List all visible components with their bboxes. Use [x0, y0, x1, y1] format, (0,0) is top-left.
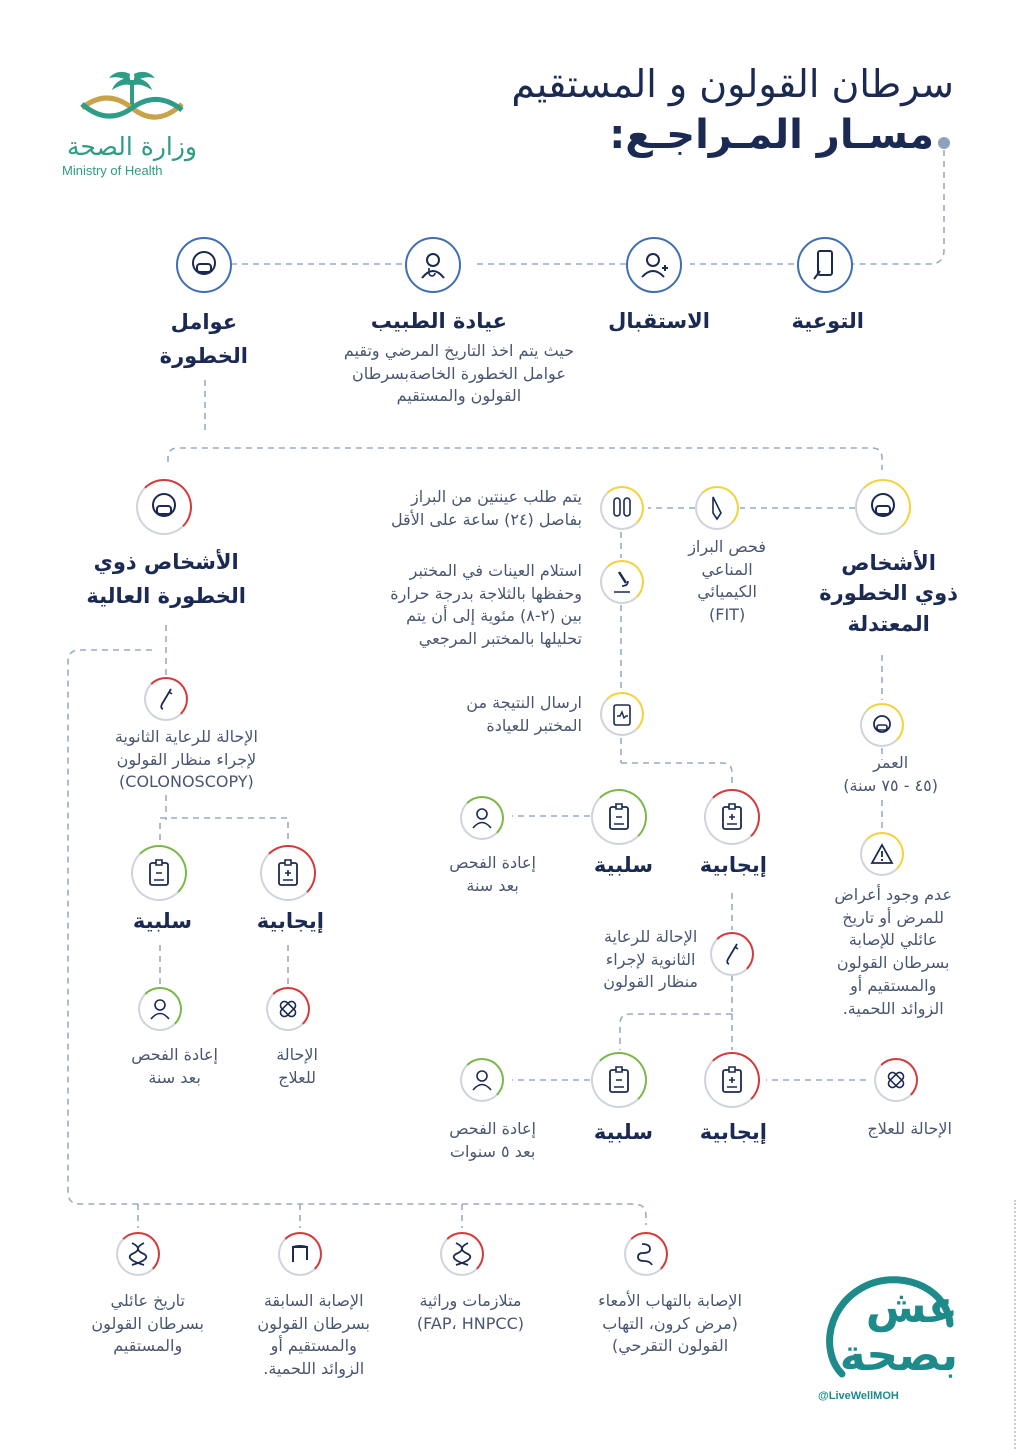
moderate-risk-title: الأشخاص ذوي الخطورة المعتدلة [819, 551, 958, 636]
doctor-icon [405, 237, 461, 293]
page-edge-dots [1014, 1200, 1016, 1449]
high-referral-text: الإحالة للرعاية الثانوية لإجراء منظار القولون (COLONOSCOPY) [114, 727, 258, 792]
patient-mask-icon [176, 237, 232, 293]
fit-repeat-text: إعادة الفحص بعد سنة [449, 853, 536, 895]
campaign-handle: @LiveWellMOH [818, 1390, 899, 1402]
microscope-icon [600, 560, 644, 604]
step-reception-title: الاستقبال [608, 309, 710, 333]
page-title: سرطان القولون و المستقيم [511, 62, 954, 106]
step-doctor-desc: حيث يتم اخذ التاريخ المرضي وتقيم عوامل الخطورة الخاصةبسرطان القولون والمستقيم [343, 341, 574, 406]
high-risk-person-icon [136, 479, 192, 535]
fit-negative-clipboard-icon [591, 789, 647, 845]
fit-positive-clipboard-icon [704, 789, 760, 845]
high-positive-label: إيجابية [256, 909, 324, 933]
high-treatment-bandage-icon [266, 987, 310, 1031]
colon-negative-label: سلبية [593, 1120, 653, 1144]
intestine-icon [624, 1232, 668, 1276]
moh-logo [62, 68, 202, 178]
fit-test-tube-icon [695, 486, 739, 530]
high-repeat-text: إعادة الفحص بعد سنة [131, 1045, 218, 1087]
high-risk-title: الأشخاص ذوي الخطورة العالية [86, 550, 246, 608]
colon-organ-icon [278, 1232, 322, 1276]
high-treatment-text: الإحالة للعلاج [276, 1045, 318, 1087]
fit-repeat-doctor-icon [460, 796, 504, 840]
fit-lab-text: استلام العينات في المختبر وحفظها بالثلاجة بدرجة حرارة بين (٢-٨) مئوية إلى أن يتم تحليلها بالمختبر المرجعي [390, 561, 582, 649]
fit-send-text: ارسال النتيجة من المختبر للعيادة [466, 693, 582, 735]
fit-referral-text: الإحالة للرعاية الثانوية لإجراء منظار القولون [603, 927, 698, 992]
risk-family-text: تاريخ عائلي بسرطان القولون والمستقيم [91, 1291, 204, 1356]
fit-samples-text: يتم طلب عينتين من البراز بفاصل (٢٤) ساعة على الأقل [390, 487, 582, 529]
colon-repeat-text: إعادة الفحص بعد ٥ سنوات [449, 1119, 536, 1161]
high-colonoscope-icon [144, 677, 188, 721]
high-negative-clipboard-icon [131, 845, 187, 901]
step-risk-factors-title: عوامل الخطورة [159, 310, 248, 368]
age-person-icon [860, 703, 904, 747]
high-negative-label: سلبية [132, 909, 192, 933]
reception-person-icon [626, 237, 682, 293]
clipboard-chart-icon [600, 692, 644, 736]
no-symptoms-label: عدم وجود أعراض للمرض أو تاريخ عائلي للإصابة بسرطان القولون والمستقيم أو الزوائد اللحمية. [834, 885, 952, 1018]
warning-icon [860, 832, 904, 876]
dna-icon [440, 1232, 484, 1276]
campaign-line2: بصحة [839, 1330, 958, 1381]
risk-previous-text: الإصابة السابقة بسرطان القولون والمستقيم أو الزوائد اللحمية. [257, 1291, 370, 1379]
logo-name-ar: وزارة الصحة [67, 132, 197, 161]
high-positive-clipboard-icon [260, 845, 316, 901]
awareness-phone-icon [797, 237, 853, 293]
page-subtitle: مسـار المـراجـع: [609, 112, 934, 158]
step-doctor-title: عيادة الطبيب [370, 309, 507, 333]
age-range-label: العمر (٤٥ - ٧٥ سنة) [843, 753, 938, 795]
logo-name-en: Ministry of Health [62, 163, 163, 178]
risk-genetic-text: متلازمات وراثية (FAP، HNPCC) [416, 1291, 524, 1333]
moderate-risk-person-icon [855, 479, 911, 535]
step-awareness-title: التوعية [791, 309, 864, 333]
colon-treatment-bandage-icon [874, 1058, 918, 1102]
colonoscope-icon [710, 932, 754, 976]
risk-ibd-text: الإصابة بالتهاب الأمعاء (مرض كرون، التهاب القولون التقرحي) [598, 1291, 742, 1356]
colon-repeat-doctor-icon [460, 1058, 504, 1102]
sample-tubes-icon [600, 486, 644, 530]
colon-negative-clipboard-icon [591, 1052, 647, 1108]
colon-positive-label: إيجابية [699, 1120, 767, 1144]
live-well-campaign-logo [812, 1262, 962, 1412]
campaign-line1: عش [865, 1282, 958, 1333]
family-dna-icon [116, 1232, 160, 1276]
colon-treatment-text: الإحالة للعلاج [867, 1119, 952, 1138]
fit-label: فحص البراز المناعي الكيميائي (FIT) [688, 537, 766, 625]
high-repeat-doctor-icon [138, 987, 182, 1031]
fit-negative-label: سلبية [593, 853, 653, 877]
palm-swords-emblem-icon [62, 68, 202, 130]
fit-positive-label: إيجابية [699, 853, 767, 877]
colon-positive-clipboard-icon [704, 1052, 760, 1108]
